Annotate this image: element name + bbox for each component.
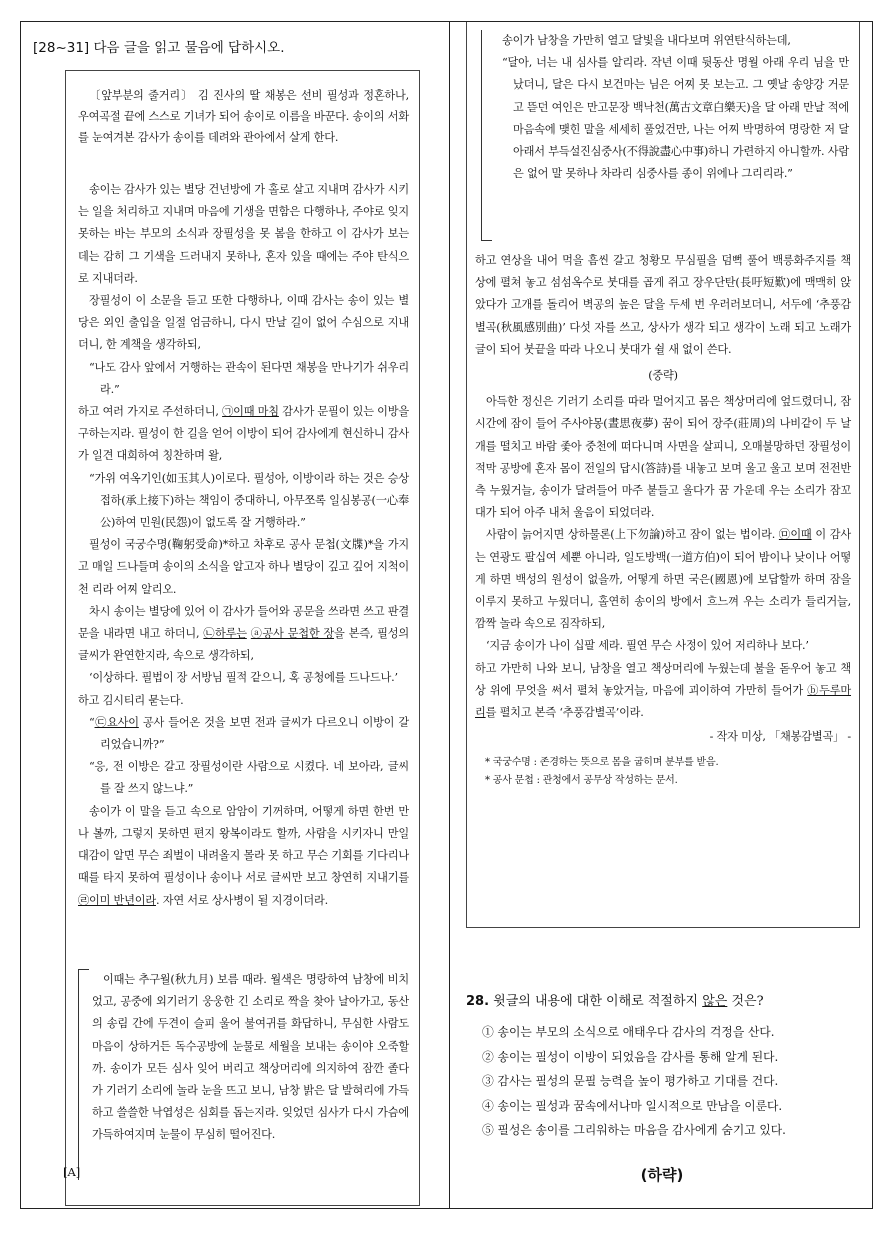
dialogue-3: ‘이상하다. 필법이 장 서방님 필적 같으니, 혹 공청에를 드나드나.’ [89,671,398,685]
middle-omission: (중략) [648,369,678,383]
section-a-continued [491,30,849,185]
exam-page [20,21,873,1209]
underline-marker-ca: ⓐ공사 문첩한 장 [250,627,335,641]
paragraph-1: 송이는 감사가 있는 별당 건넌방에 가 홀로 살고 지내며 감사가 시키는 일을 처리하고 지내며 마음에 기생을 면함은 다행하나, 주야로 잊지 못하는 바는 부모의 소식과 장필성을 못 봄을 한하고 이 감사가 보는 데는 감히 그 기색을 드러내지 못하나, 혼자 있을 때에는 주야 탄식으로 지내더라. [78,183,409,285]
section-a-bracket [78,969,89,1180]
dialogue-1: “나도 감사 앞에서 거행하는 관속이 된다면 채봉을 만나기가 쉬우리라.” [89,360,409,396]
column-divider [449,22,450,1208]
section-a-text: 이때는 추구월(秋九月) 보름 때라. 월색은 명랑하여 남창에 비치었고, 공중에 외기러기 웅웅한 긴 소리로 짝을 찾아 날아가고, 동산의 송림 간에 두견이 슬피 울어 불여귀를 화답하니, 무심한 사람도 마음이 상하거든 독수공방에 눈물로 세월을 보내는 송이야 오죽할까. 송이가 모든 심사 잊어 버리고 책상머리에 의지하여 잠깐 졸다가 기러기 소리에 놀라 눈을 뜨고 보니, 남창 밝은 달 발혀리에 가득하고 쓸쓸한 낙엽성은 심회를 돕는지라. 잊었던 심사가 다시 가슴에 가득하여지며 눈물이 무심히 떨어진다. [92,973,409,1142]
question-set-header: [28~31] 다음 글을 읽고 물음에 답하시오. [33,40,285,56]
paragraph-4: 필성이 국궁수명(鞠躬受命)*하고 차후로 공사 문첩(文牒)*을 가지고 매일 드나들며 송이의 소식을 알고자 하나 별당이 깊고 깊어 지척이 천 리라 어찌 알리오. [78,538,409,596]
paragraph-r5: 하고 가만히 나와 보니, 남창을 열고 책상머리에 누웠는데 불을 돋우어 놓고 책상 위에 무엇을 써서 펼쳐 놓았거늘, 마음에 괴이하여 가만히 들어가 ⓑ두루마리를 펼치고 본즉 ‘추풍감별곡’이라. [475,661,852,720]
underline-marker-a: ㉠이때 마침 [222,405,279,419]
underline-marker-e: ㉤이때 [778,528,812,542]
choice-3[interactable]: ③ 감사는 필성의 문필 능력을 높이 평가하고 기대를 건다. [482,1074,779,1089]
footnotes [475,754,851,790]
right-top-paragraph: 송이가 남창을 가만히 열고 달빛을 내다보며 위연탄식하는데, [502,34,791,47]
summary-text: 김 진사의 딸 채봉은 선비 필성과 정혼하나, 우여곡절 끝에 스스로 기녀가 되어 송이로 이름을 바꾼다. 송이의 서화를 눈여겨본 감사가 송이를 데려와 관아에서 살게 한다. [78,89,409,144]
paragraph-5: 차시 송이는 별당에 있어 이 감사가 들어와 공문을 쓰라면 쓰고 판결문을 내라면 내고 하더니, ㉡하루는 ⓐ공사 문첩한 장을 본즉, 필성의 글씨가 완연한지라, 속으로 생각하되, [78,604,409,663]
stem-emphasis: 않은 [702,994,728,1009]
underline-marker-cb: ⓑ두루마리 [475,683,852,720]
dialogue-5: “응, 전 이방은 갈고 장필성이란 사람으로 시켰다. 네 보아라, 글씨를 잘 쓰지 않느냐.” [89,760,409,796]
choice-1[interactable]: ① 송이는 부모의 소식으로 애태우다 감사의 걱정을 산다. [482,1025,775,1039]
paragraph-r2: 하고 연상을 내어 먹을 흠씬 갈고 청황모 무심필을 덤뻑 풀어 백릉화주지를 책상에 펼쳐 놓고 섬섬옥수로 붓대를 곱게 쥐고 장우단탄(長吁短歎)에 맥맥히 앉았다가 고개를 돌리어 벽공의 높은 달을 두세 번 우러러보더니, 서두에 ‘추풍감별곡(秋風感別曲)’ 다섯 자를 쓰고, 상사가 생각 되고 생각이 노래 되고 노래가 글이 되어 붓끝을 따라 나오니 붓대가 쉴 새 없이 쓴다. [475,254,851,356]
question-28-stem: 28. 윗글의 내용에 대한 이해로 적절하지 않은 것은? [466,994,764,1009]
paragraph-6: 하고 김시티리 묻는다. [78,693,184,707]
choice-5[interactable]: ⑤ 필성은 송이를 그리워하는 마음을 감사에게 숨기고 있다. [482,1123,786,1138]
passage-box-left [65,70,420,1206]
passage-body-left [78,179,409,912]
paragraph-7: 송이가 이 말을 듣고 속으로 암암이 기꺼하며, 어떻게 하면 한번 만나 볼까, 그렇지 못하면 편지 왕복이라도 할까, 사람을 시키자니 만일 대감이 알면 무슨 죄벌이 내려올지 몰라 못 하고 무슨 기회를 기다리나 때를 타지 못하여 필성이나 송이나 서로 글씨만 보고 창연히 지내기를 ㉣이미 반년이라. 자연 서로 상사병이 될 지경이더라. [78,804,409,907]
underline-marker-d: ㉣이미 반년이라 [78,893,156,907]
dialogue-4: “㉢요사이 공사 들어온 것을 보면 전과 글씨가 다르오니 이방이 갈리었습니까?” [89,715,409,752]
choice-2[interactable]: ② 송이는 필성이 이방이 되었음을 감사를 통해 알게 된다. [482,1049,779,1064]
section-a-label: [A] [63,1165,81,1179]
moon-lament-dialogue: “달아, 너는 내 심사를 알리라. 작년 이때 뒷동산 명월 아래 우리 님을 만났더니, 달은 다시 보건마는 님은 어찌 못 보는고. 그 옛날 송양강 거문고 뜯던 여인은 만고문장 백낙천(萬古文章白樂天)을 달 아래 만날 적에 마음속에 맺힌 말을 세세히 풀었건만, 나는 어찌 박명하여 명랑한 저 달 아래서 부득설진심중사(不得說盡心中事)하니 가련하지 아니할까. 사람은 없어 말 못하나 차라리 심중사를 종이 위에나 그리리라.” [502,56,849,181]
underline-marker-c: ㉢요사이 [94,715,139,729]
passage-body-right [475,250,851,790]
paragraph-3: 하고 여러 가지로 주선하더니, ㉠이때 마침 감사가 문필이 있는 이방을 구하는지라. 필성이 한 길을 얻어 이방이 되어 감사에게 현신하니 감사가 일견 대희하여 칭찬하며 왈, [78,405,409,463]
source-citation: - 작자 미상, 「채봉감별곡」 - [709,730,851,744]
underline-marker-b: ㉡하루는 [203,627,247,641]
paragraph-r4: 사람이 늙어지면 상하물론(上下勿論)하고 잠이 없는 법이라. ㉤이때 이 감사는 연광도 팔십여 세뿐 아니라, 일도방백(一道方伯)이 되어 밤이나 낮이나 어떻게 하면 백성의 원성이 없을까, 어떻게 하면 국은(國恩)에 보답할까 하며 잠을 이루지 못하고 누웠더니, 홀연히 송이의 방에서 흐느껴 우는 소리가 들리거늘, 깜짝 놀라 속으로 짐작하되, [475,528,851,631]
passage-box-right [466,22,860,928]
paragraph-r3: 아득한 정신은 기러기 소리를 따라 멀어지고 몸은 책상머리에 엎드렸더니, 잠시간에 잠이 들어 주사야몽(晝思夜夢) 꿈이 되어 장주(莊周)의 나비같이 두 날개를 떨치고 바람 좇아 중천에 떠다니며 사면을 살피니, 오매불망하던 장필성이 적막 공방에 혼자 몸이 전일의 답시(答詩)를 내놓고 보며 울고 울고 보며 전전반측 누웠거늘, 송이가 달려들어 마주 붙들고 울다가 꿈 가운데 우는 소리가 잠꼬대가 되어 아주 내처 울음이 되었더라. [475,395,851,520]
footnote-1: * 국궁수명 : 존경하는 뜻으로 몸을 굽히며 분부를 받음. [485,757,719,769]
summary-label: 〔앞부분의 줄거리〕 [89,89,194,102]
footnote-2: * 공사 문첩 : 관청에서 공무상 작성하는 문서. [485,775,678,787]
paragraph-2: 장필성이 이 소문을 듣고 또한 다행하나, 이때 감사는 송이 있는 별당은 외인 출입을 일절 엄금하니, 다시 만날 길이 없어 수심으로 지내더니, 한 계책을 생각하되, [78,294,409,352]
dialogue-2: “가위 여옥기인(如玉其人)이로다. 필성아, 이방이라 하는 것은 승상접하(承上接下)하는 책임이 중대하니, 아무쪼록 일심봉공(一心奉公)하여 민원(民怨)이 없도록 잘 거행하라.” [89,471,409,530]
question-number: 28. [466,994,490,1009]
plot-summary [78,85,409,148]
end-omission: (하략) [640,1166,684,1184]
dialogue-r2: ‘지금 송이가 나이 십팔 세라. 필연 무슨 사정이 있어 저리하나 보다.’ [486,639,809,653]
answer-choices [482,1020,872,1143]
choice-4[interactable]: ④ 송이는 필성과 꿈속에서나마 일시적으로 만남을 이룬다. [482,1098,783,1113]
